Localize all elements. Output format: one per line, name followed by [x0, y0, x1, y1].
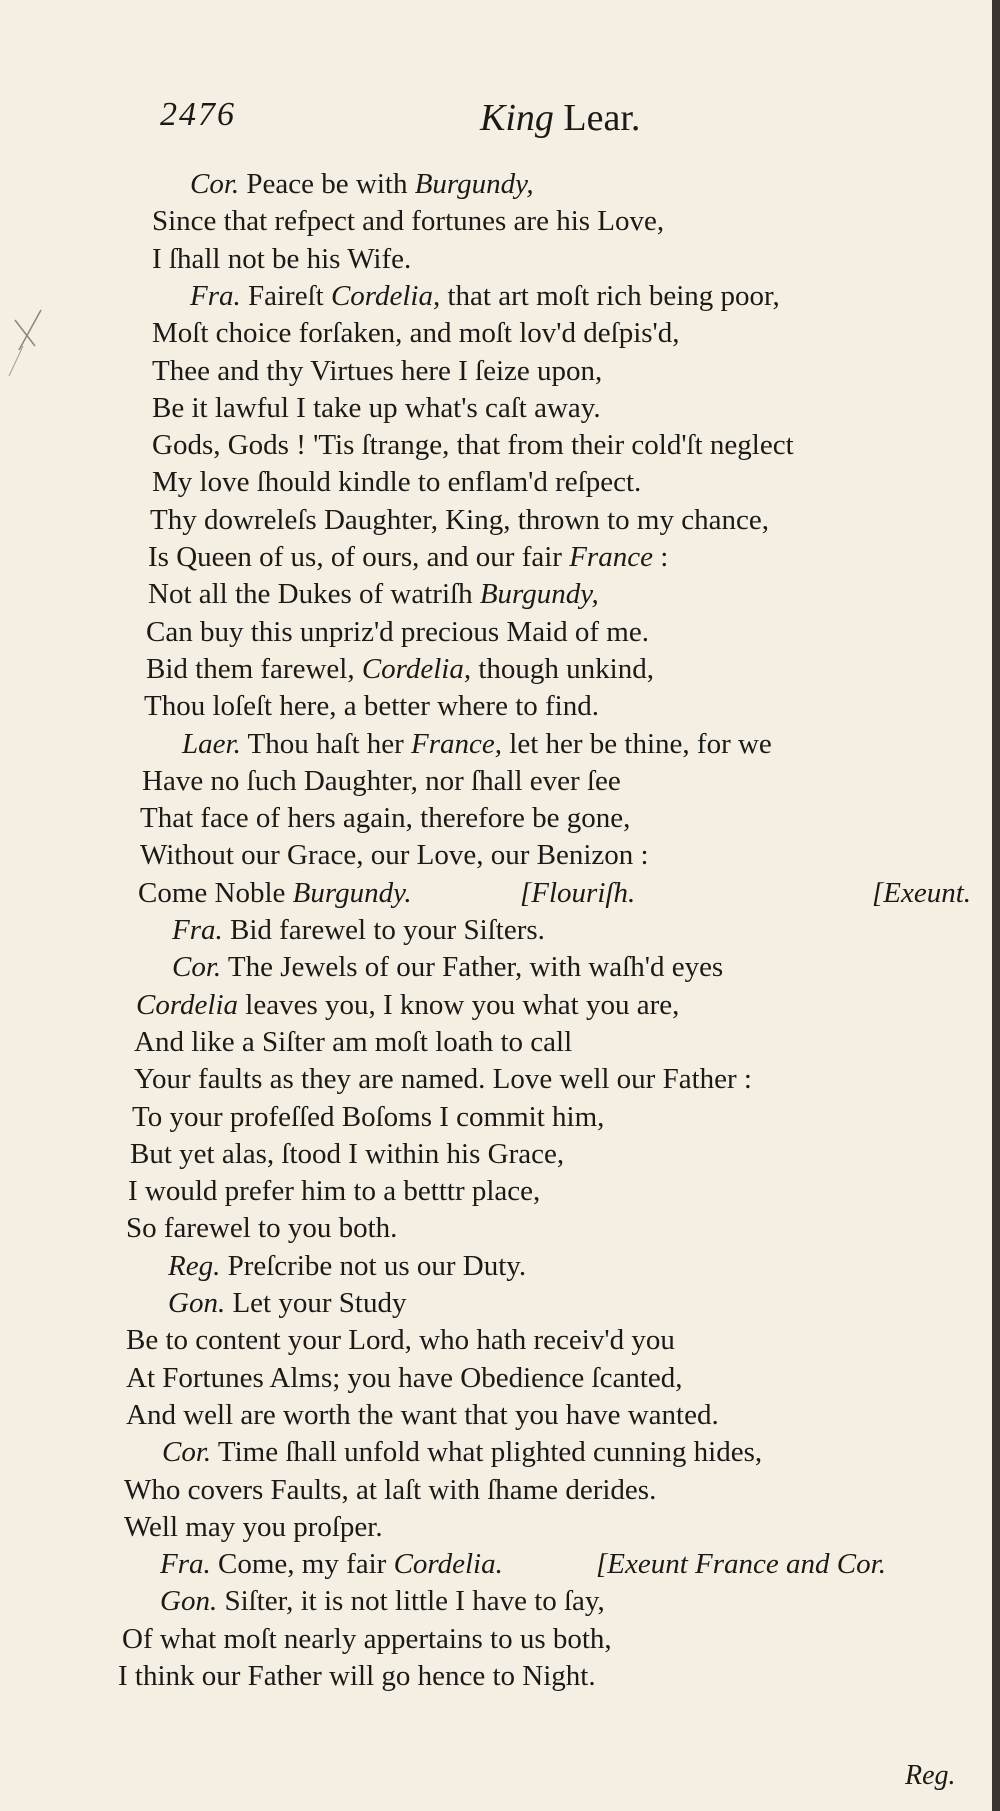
text-line: [148, 576, 599, 612]
text-line: [152, 203, 664, 239]
text-line: [152, 315, 680, 351]
italic-text: Cor.: [172, 951, 222, 984]
margin-pencil-mark: [5, 306, 45, 378]
running-title: [480, 96, 640, 140]
text-line: [168, 1285, 406, 1321]
roman-text: :: [652, 541, 669, 573]
italic-text: France: [569, 541, 653, 573]
text-line: [138, 875, 412, 911]
text-line: [142, 763, 621, 799]
roman-text: At Fortunes Alms; you have Obedience ſcanted,: [126, 1361, 683, 1394]
text-line: [146, 614, 649, 650]
italic-text: France,: [411, 727, 503, 760]
text-line: [128, 1173, 540, 1209]
text-line: [152, 464, 641, 500]
text-line: [182, 726, 772, 762]
page-header: [160, 96, 960, 144]
text-line: [122, 1621, 612, 1657]
text-line: [136, 987, 679, 1023]
roman-text: But yet alas, ſtood I within his Grace,: [130, 1137, 565, 1170]
italic-text: Cordelia: [136, 988, 239, 1021]
text-line: [118, 1658, 596, 1694]
roman-text: Of what moſt nearly appertains to us both,: [122, 1622, 612, 1655]
text-line: [152, 241, 411, 277]
text-line: [126, 1322, 675, 1358]
text-line: [126, 1397, 719, 1433]
text-line: [152, 427, 794, 463]
stage-direction: [Exeunt.: [872, 876, 972, 909]
roman-text: Be to content your Lord, who hath receiv'd you: [126, 1324, 675, 1357]
roman-text: And well are worth the want that you have wanted.: [126, 1398, 719, 1431]
roman-text: that art moſt rich being poor,: [440, 279, 780, 312]
roman-text: let her be thine, for we: [502, 727, 772, 760]
roman-text: Your faults as they are named. Love well our Father :: [134, 1063, 752, 1096]
text-line: [172, 912, 545, 948]
roman-text: though unkind,: [471, 652, 654, 685]
text-line: [144, 688, 599, 724]
text-line: [134, 1024, 572, 1060]
stage-direction: [Exeunt France and Cor.: [596, 1548, 886, 1581]
roman-text: Is Queen of us, of ours, and our fair: [148, 541, 570, 573]
text-line: [162, 1434, 762, 1470]
roman-text: Come, my fair: [210, 1548, 394, 1581]
roman-text: Peace be with: [239, 168, 415, 200]
text-line: [152, 390, 601, 426]
roman-text: Thee and thy Virtues here I ſeize upon,: [152, 354, 603, 387]
roman-text: The Jewels of our Father, with waſh'd eyes: [221, 951, 724, 984]
running-title-italic: King: [480, 97, 554, 139]
italic-text: Gon.: [168, 1287, 226, 1319]
italic-text: Cor.: [190, 168, 240, 200]
text-line: [124, 1509, 383, 1545]
roman-text: That face of hers again, therefore be gone,: [140, 802, 631, 835]
page-number: 2476: [160, 96, 236, 133]
text-line: [148, 539, 668, 575]
text-line: [190, 166, 534, 202]
roman-text: Preſcribe not us our Duty.: [220, 1249, 527, 1282]
italic-text: Burgundy,: [414, 168, 534, 200]
italic-text: Cordelia,: [330, 279, 441, 312]
text-line: [134, 1061, 752, 1097]
italic-text: Fra.: [172, 914, 223, 946]
text-line: [126, 1210, 397, 1246]
text-line: [172, 949, 723, 985]
roman-text: Come Noble: [138, 876, 293, 909]
roman-text: And like a Siſter am moſt loath to call: [134, 1025, 573, 1058]
running-title-roman: Lear.: [563, 97, 641, 139]
italic-text: Burgundy,: [479, 578, 599, 611]
roman-text: Can buy this unpriz'd precious Maid of me.: [146, 615, 649, 648]
roman-text: Have no ſuch Daughter, nor ſhall ever ſee: [142, 764, 621, 797]
italic-text: Laer.: [182, 727, 241, 760]
text-line: [132, 1099, 604, 1135]
roman-text: Moſt choice forſaken, and moſt lov'd deſpis'd,: [152, 317, 680, 350]
text-line: [160, 1546, 503, 1582]
roman-text: Bid farewel to your Siſters.: [222, 914, 545, 946]
text-line: [168, 1248, 526, 1284]
roman-text: Thy dowreleſs Daughter, King, thrown to my chance,: [150, 503, 769, 536]
roman-text: Who covers Faults, at laſt with ſhame derides.: [124, 1473, 657, 1506]
roman-text: leaves you, I know you what you are,: [238, 988, 680, 1021]
roman-text: Time ſhall unfold what plighted cunning hides,: [211, 1436, 763, 1469]
page-gutter-shadow: [992, 0, 1000, 1811]
italic-text: Gon.: [160, 1585, 218, 1618]
italic-text: Cordelia,: [361, 652, 472, 685]
roman-text: Thou loſeſt here, a better where to find.: [144, 690, 599, 723]
roman-text: Gods, Gods ! 'Tis ſtrange, that from their cold'ſt neglect: [152, 429, 794, 462]
text-line: [152, 353, 602, 389]
roman-text: Not all the Dukes of watriſh: [148, 578, 480, 611]
italic-text: Cor.: [162, 1436, 212, 1469]
roman-text: I think our Father will go hence to Night.: [118, 1660, 596, 1692]
roman-text: Well may you proſper.: [124, 1510, 383, 1543]
roman-text: I would prefer him to a betttr place,: [128, 1175, 541, 1208]
text-line: [146, 651, 654, 687]
roman-text: Let your Study: [225, 1287, 407, 1319]
text-line: [190, 278, 780, 314]
text-line: [150, 502, 769, 538]
italic-text: Fra.: [160, 1548, 211, 1581]
italic-text: Burgundy.: [292, 876, 412, 909]
roman-text: My love ſhould kindle to enflam'd reſpect.: [152, 466, 642, 499]
roman-text: Faireſt: [240, 279, 331, 312]
italic-text: Fra.: [190, 279, 241, 312]
text-line: [160, 1583, 605, 1619]
roman-text: Bid them farewel,: [146, 652, 362, 685]
roman-text: To your profeſſed Boſoms I commit him,: [132, 1100, 605, 1133]
text-line: [130, 1136, 564, 1172]
roman-text: Without our Grace, our Love, our Benizon :: [140, 839, 649, 872]
roman-text: I ſhall not be his Wife.: [152, 242, 412, 275]
roman-text: Since that refpect and fortunes are his Love,: [152, 205, 665, 238]
text-line: [140, 837, 649, 873]
catchword: Reg.: [905, 1760, 956, 1791]
roman-text: Be it lawful I take up what's caſt away.: [152, 391, 601, 424]
roman-text: Thou haſt her: [240, 727, 412, 760]
italic-text: Cordelia.: [393, 1548, 503, 1581]
text-line: [140, 800, 630, 836]
stage-direction: [Flouriſh.: [520, 876, 636, 909]
text-line: [126, 1360, 683, 1396]
roman-text: So farewel to you both.: [126, 1212, 398, 1245]
italic-text: Reg.: [168, 1249, 221, 1282]
roman-text: Siſter, it is not little I have to ſay,: [217, 1585, 605, 1618]
text-line: [124, 1472, 656, 1508]
